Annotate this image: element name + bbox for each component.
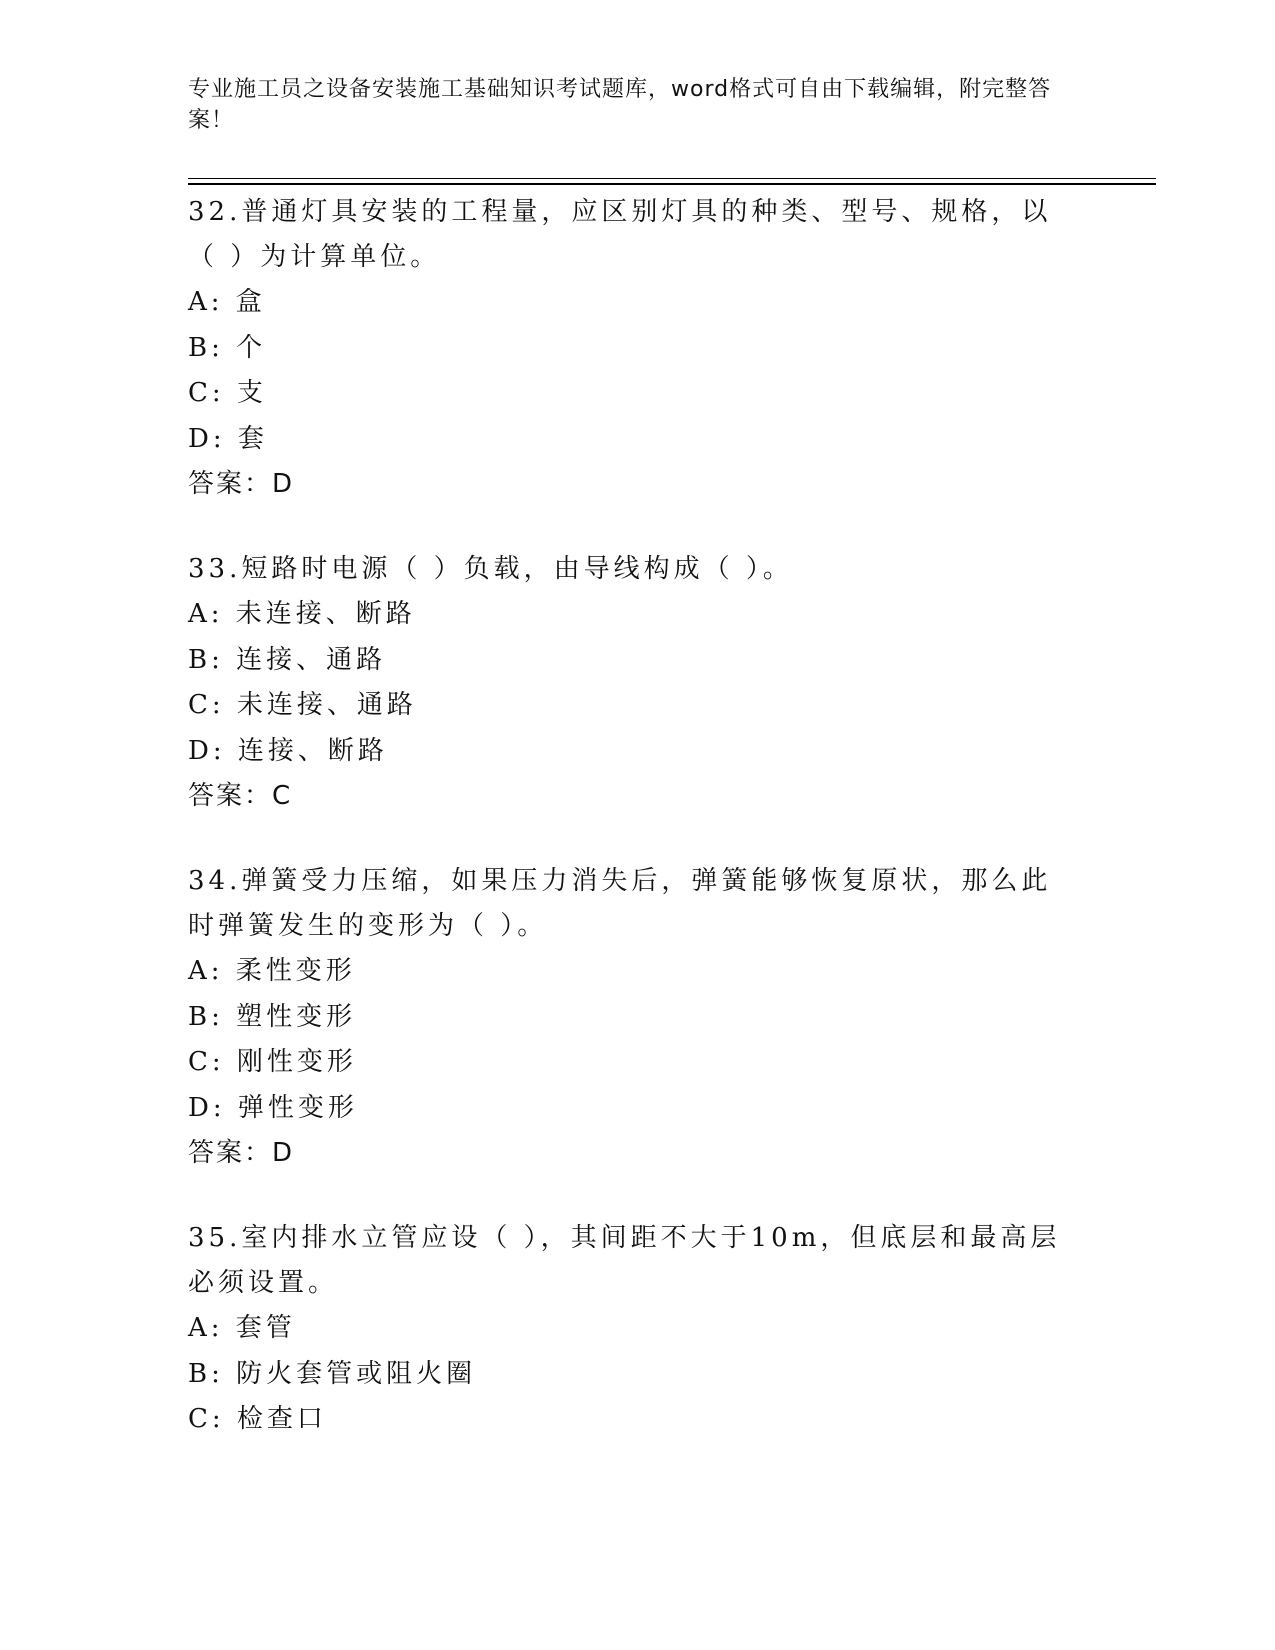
option-c: C: 检查口 [188, 1404, 327, 1434]
question-stem: 33.短路时电源（ ）负载，由导线构成（ ）。 [188, 554, 793, 584]
option-d: D: 连接、断路 [188, 735, 388, 766]
option-a: A: 套管 [188, 1313, 296, 1343]
option-c: C: 未连接、通路 [188, 690, 417, 720]
option-b: B: 防火套管或阻火圈 [188, 1358, 477, 1389]
question-stem: 32.普通灯具安装的工程量，应区别灯具的种类、型号、规格，以（ ）为计算单位。 [188, 197, 1052, 272]
option-b: B: 个 [188, 332, 267, 363]
document-header [188, 74, 1068, 136]
option-a: A: 盒 [188, 287, 266, 317]
question-answer: 答案：D [188, 469, 295, 499]
question-34 [188, 859, 1088, 1176]
option-a: A: 柔性变形 [188, 956, 356, 986]
header-divider-top [188, 178, 1156, 179]
question-answer: 答案：C [188, 781, 293, 811]
option-c: C: 支 [188, 378, 267, 408]
question-32 [188, 190, 1088, 507]
question-answer: 答案：D [188, 1138, 295, 1168]
question-33 [188, 547, 1088, 819]
header-divider-bottom [188, 183, 1156, 185]
option-d: D: 弹性变形 [188, 1092, 358, 1123]
question-35 [188, 1216, 1088, 1443]
option-c: C: 刚性变形 [188, 1047, 357, 1077]
option-a: A: 未连接、断路 [188, 599, 416, 629]
option-b: B: 塑性变形 [188, 1001, 357, 1032]
option-d: D: 套 [188, 423, 268, 454]
question-stem: 35.室内排水立管应设（ ），其间距不大于10m，但底层和最高层必须设置。 [188, 1223, 1061, 1298]
question-stem: 34.弹簧受力压缩，如果压力消失后，弹簧能够恢复原状，那么此时弹簧发生的变形为（ ）。 [188, 866, 1052, 941]
question-list [188, 190, 1088, 1483]
document-title: 专业施工员之设备安装施工基础知识考试题库，word格式可自由下载编辑，附完整答案！ [188, 77, 1052, 133]
option-b: B: 连接、通路 [188, 644, 387, 675]
